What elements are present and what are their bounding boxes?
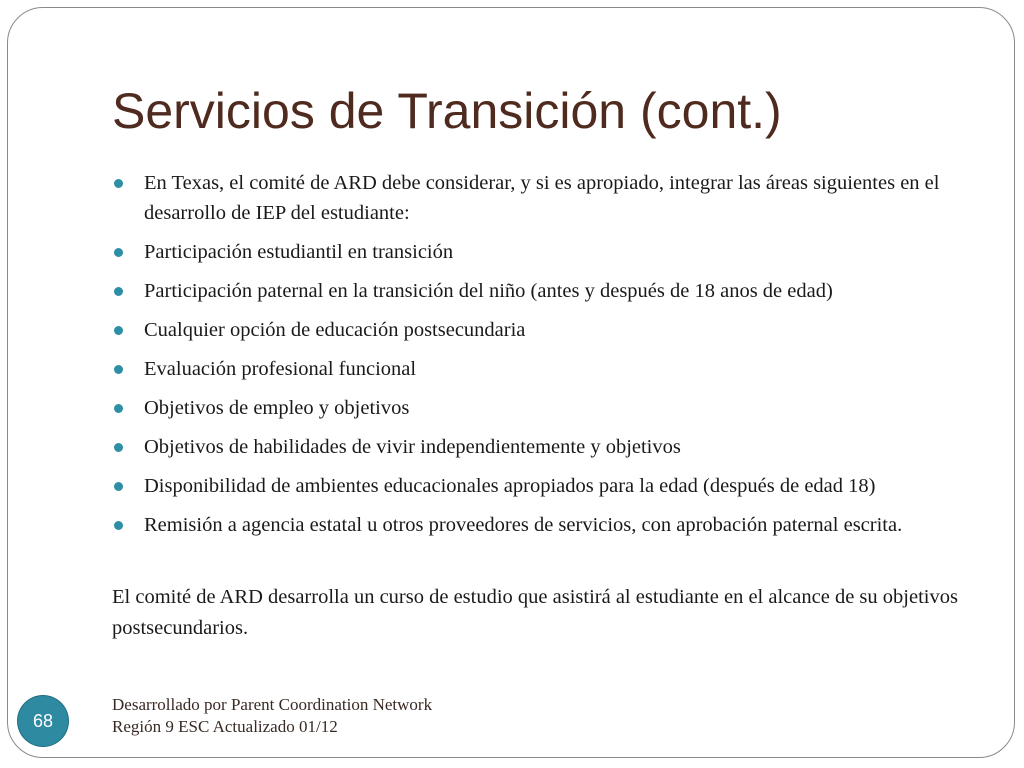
bullet-text: Disponibilidad de ambientes educacionales apropiados para la edad (después de edad 18): [144, 475, 876, 497]
bullet-dot-icon: [114, 404, 123, 413]
bullet-item: [106, 432, 966, 462]
bullet-dot-icon: [114, 365, 123, 374]
bullet-text: En Texas, el comité de ARD debe considerar, y si es apropiado, integrar las áreas siguientes en el desarrollo de IEP del estudiante:: [144, 172, 940, 224]
bullet-item: [106, 315, 966, 345]
bullet-text: Objetivos de empleo y objetivos: [144, 397, 410, 419]
bullet-item: [106, 168, 966, 228]
bullet-dot-icon: [114, 482, 123, 491]
bullet-item: [106, 393, 966, 423]
bullet-text: Remisión a agencia estatal u otros proveedores de servicios, con aprobación paternal escrita.: [144, 514, 903, 536]
bullet-item: [106, 510, 966, 540]
bullet-item: [106, 471, 966, 501]
bullet-text: Cualquier opción de educación postsecundaria: [144, 319, 526, 341]
bullet-dot-icon: [114, 287, 123, 296]
footer-region: Región 9 ESC Actualizado 01/12: [112, 717, 338, 736]
bullet-list: [106, 168, 966, 549]
bullet-item: [106, 354, 966, 384]
bullet-item: [106, 276, 966, 306]
bullet-text: Evaluación profesional funcional: [144, 358, 417, 380]
bullet-item: [106, 237, 966, 267]
bullet-text: Participación paternal en la transición del niño (antes y después de 18 anos de edad): [144, 280, 833, 302]
bullet-dot-icon: [114, 326, 123, 335]
slide-title: Servicios de Transición (cont.): [112, 83, 782, 139]
footer: [112, 694, 432, 738]
bullet-dot-icon: [114, 521, 123, 530]
bullet-dot-icon: [114, 179, 123, 188]
closing-paragraph: El comité de ARD desarrolla un curso de estudio que asistirá al estudiante en el alcance de su objetivos postsecundarios.: [112, 586, 958, 639]
bullet-text: Participación estudiantil en transición: [144, 241, 454, 263]
bullet-dot-icon: [114, 443, 123, 452]
bullet-dot-icon: [114, 248, 123, 257]
bullet-text: Objetivos de habilidades de vivir independientemente y objetivos: [144, 436, 681, 458]
footer-credit: Desarrollado por Parent Coordination Network: [112, 695, 433, 714]
page-number-badge: 68: [18, 696, 68, 746]
